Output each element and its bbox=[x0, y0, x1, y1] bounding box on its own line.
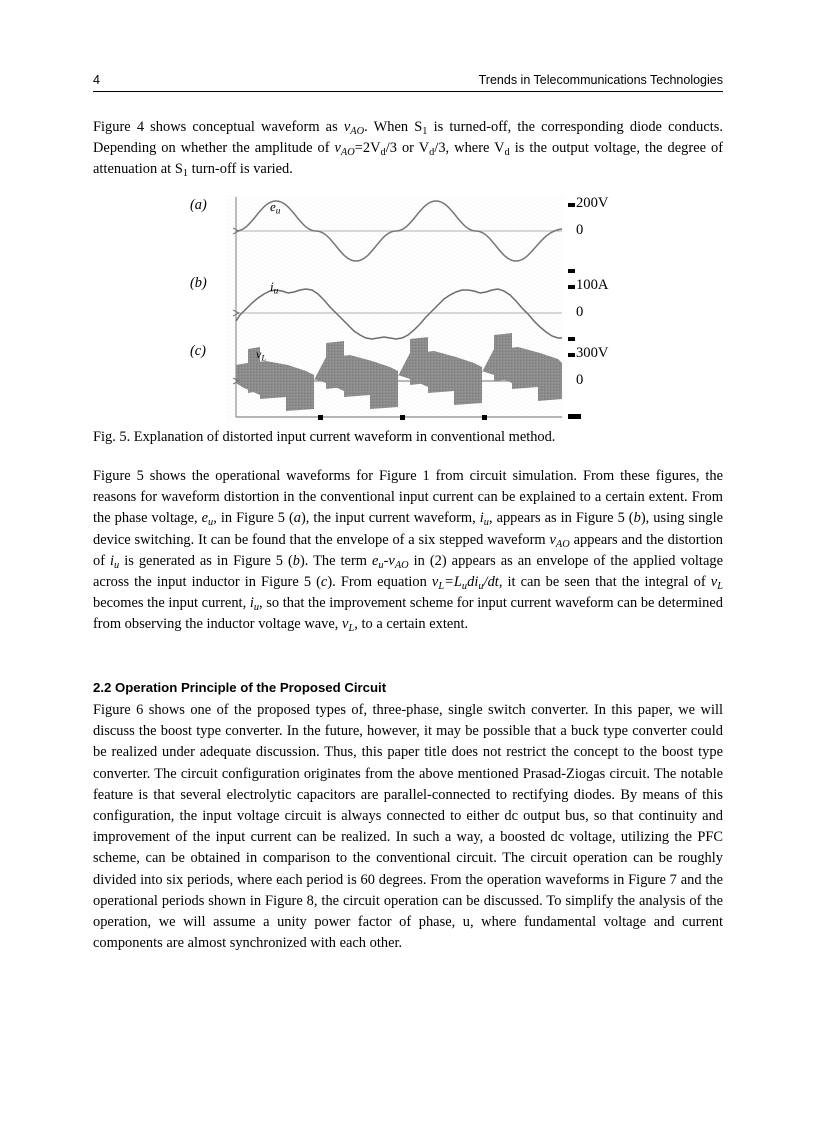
panel-label-a: (a) bbox=[190, 197, 207, 213]
section-heading-2-2: 2.2 Operation Principle of the Proposed Circuit bbox=[93, 680, 387, 695]
axis-label-200v: 200V bbox=[576, 195, 609, 211]
axis-label-300v: 300V bbox=[576, 345, 609, 361]
tick-100a bbox=[568, 285, 575, 289]
header-title: Trends in Telecommunications Technologies bbox=[478, 73, 723, 87]
signal-label-iu: $i_u$ bbox=[270, 279, 279, 297]
tick-panel-b-top bbox=[568, 269, 575, 273]
paragraph-figure-discussion: Figure 5 shows the operational waveforms for Figure 1 from circuit simulation. From these figures, the reasons for waveform distortion in the conventional input current can be explained to a certain extent. From the phase voltage, $e_u$, in Figure 5 (a), the input current waveform, $i_u$, appears as in Figure 5 (b), using single device switching. It can be found that the envelope of a six stepped waveform $v_{AO}$ appears and the distortion of $i_u$ is generated as in Figure 5 (b). The term $e_u-v_{AO}$ in (2) appears as an envelope of the applied voltage across the input inductor in Figure 5 (c). From equation $v_L=L_udi_u/dt$, it can be seen that the integral of $v_L$ becomes the input current, $i_u$, so that the improvement scheme for input current waveform can be determined from observing the inductor voltage wave, $v_L$, to a certain extent. bbox=[93, 468, 724, 635]
tick-300v bbox=[568, 353, 575, 357]
figure-axis-labels bbox=[568, 195, 638, 423]
header-rule bbox=[93, 91, 723, 92]
tick-bottom bbox=[568, 414, 581, 419]
axis-label-100a: 100A bbox=[576, 277, 609, 293]
paragraph-intro: Figure 4 shows conceptual waveform as $v_{AO}$. When $S_1$ is turned-off, the corresponding diode conducts. Depending on whether the amplitude of $v_{AO}=2V_d/3$ or $V_d/3$, where $V_d$ is the output voltage, the degree of attenuation at $S_1$ turn-off is varied. bbox=[93, 119, 724, 180]
figure-caption: Fig. 5. Explanation of distorted input current waveform in conventional method. bbox=[93, 429, 556, 445]
axis-label-zero-b: 0 bbox=[576, 304, 584, 320]
page-header bbox=[93, 68, 723, 94]
axis-label-zero-c: 0 bbox=[576, 372, 584, 388]
panel-label-b: (b) bbox=[190, 275, 207, 291]
axis-label-zero-a: 0 bbox=[576, 222, 584, 238]
tick-200v bbox=[568, 203, 575, 207]
page-number: 4 bbox=[93, 73, 100, 87]
figure-plot-area bbox=[226, 195, 564, 423]
signal-label-eu: $e_u$ bbox=[270, 199, 281, 217]
waveform-plot bbox=[226, 195, 564, 423]
panel-label-c: (c) bbox=[190, 343, 206, 359]
figure-5 bbox=[190, 195, 609, 427]
paragraph-section-2-2: Figure 6 shows one of the proposed types of, three-phase, single switch converter. In this paper, we will discuss the boost type converter. In the future, however, it may be possible that a buck type converter could be realized under adequate discussion. Thus, this paper title does not restrict the concept to the boost type converter. The circuit configuration originates from the above mentioned Prasad-Ziogas circuit. The notable feature is that several electrolytic capacitors are parallel-connected to rectifying diodes. By means of this configuration, the input voltage circuit is always connected to either dc output bus, so that continuity and improvement of the input current can be realized. In such a way, a boosted dc voltage, utilizing the PFC scheme, can be obtained in comparison to the conventional circuit. The circuit operation can be roughly divided into six periods, where each period is 60 degrees. From the operation waveforms in Figure 7 and the operational periods shown in Figure 8, the circuit operation can be discussed. To simplify the analysis of the operation, we will assume a unity power factor of phase, u, where fundamental voltage and current components are almost synchronized with each other. bbox=[93, 702, 723, 952]
signal-label-vl: $v_L$ bbox=[256, 347, 267, 363]
tick-panel-c-top bbox=[568, 337, 575, 341]
